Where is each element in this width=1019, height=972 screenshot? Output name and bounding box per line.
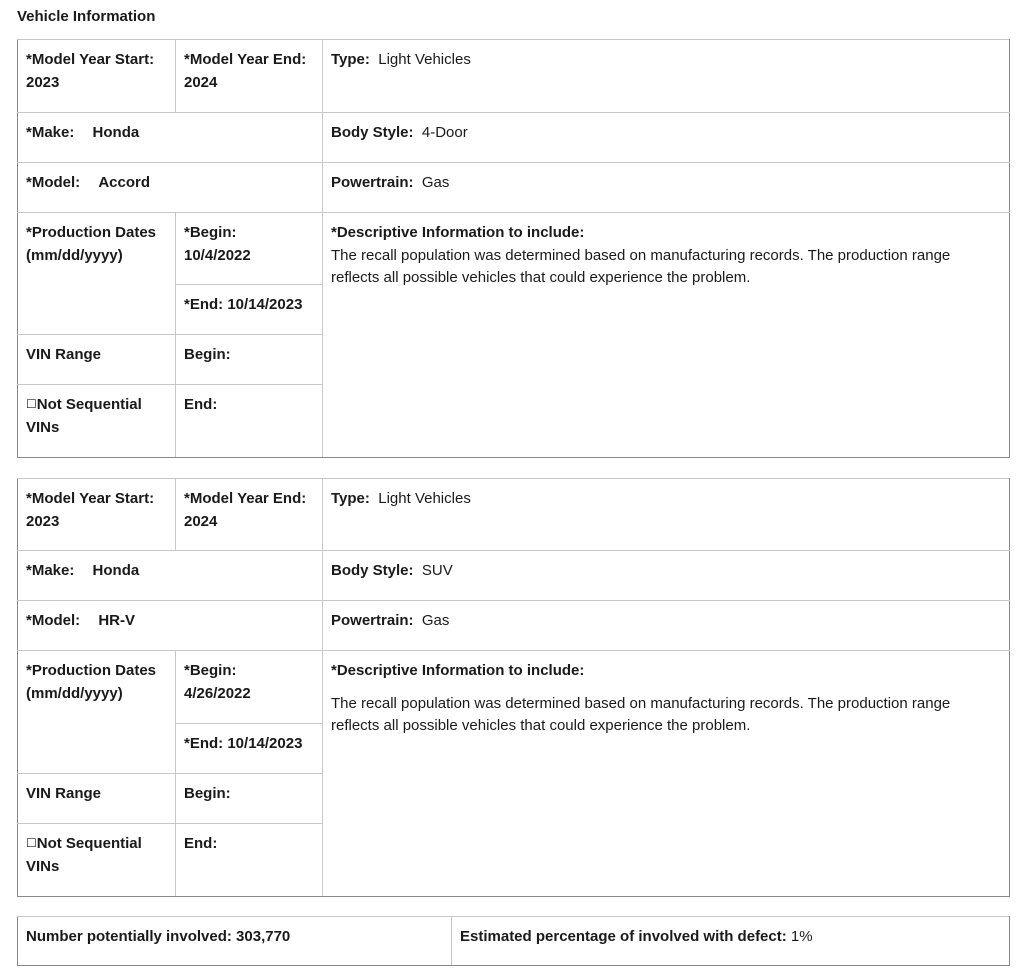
model-year-end-cell: [176, 479, 323, 551]
vin-begin-cell: [176, 335, 323, 385]
make-cell: [18, 113, 323, 163]
type-label: Type:: [331, 51, 370, 68]
type-cell: [323, 40, 1010, 113]
model-year-start-label: *Model Year Start:: [26, 490, 155, 507]
vin-end-cell: [176, 824, 323, 897]
body-style-label: Body Style:: [331, 562, 414, 579]
production-begin-value: 4/26/2022: [184, 684, 251, 702]
make-cell: [18, 551, 323, 601]
vin-end-label: End:: [184, 396, 218, 413]
production-begin-label: *Begin:: [184, 224, 237, 241]
model-value: HR-V: [98, 612, 136, 629]
powertrain-label: Powertrain:: [331, 174, 414, 191]
estimated-pct-value: 1%: [790, 928, 813, 945]
vin-range-label: VIN Range: [26, 785, 102, 802]
model-year-start-label: *Model Year Start:: [26, 51, 155, 68]
not-sequential-label: Not Sequential VINs: [26, 396, 142, 436]
vin-begin-cell: [176, 774, 323, 824]
model-label: *Model:: [26, 174, 81, 191]
model-year-end-value: 2024: [184, 73, 218, 91]
number-involved-cell: [18, 917, 452, 966]
make-label: *Make:: [26, 562, 75, 579]
descriptive-info-cell: [323, 213, 1010, 458]
production-dates-cell: [18, 651, 176, 774]
descriptive-info-cell: [323, 651, 1010, 897]
model-value: Accord: [98, 174, 151, 191]
make-value: Honda: [92, 124, 140, 141]
model-year-start-cell: [18, 40, 176, 113]
estimated-pct-label: Estimated percentage of involved with defect:: [460, 928, 787, 945]
checkbox-icon[interactable]: ☐: [26, 836, 37, 850]
vin-begin-label: Begin:: [184, 785, 231, 802]
vin-range-cell: [18, 774, 176, 824]
model-label: *Model:: [26, 612, 81, 629]
vin-end-label: End:: [184, 835, 218, 852]
powertrain-cell: [323, 163, 1010, 213]
make-value: Honda: [92, 562, 140, 579]
body-style-label: Body Style:: [331, 124, 414, 141]
powertrain-value: Gas: [421, 612, 450, 629]
body-style-cell: [323, 551, 1010, 601]
vehicle-table-1: [17, 39, 1010, 458]
body-style-cell: [323, 113, 1010, 163]
model-year-start-value: 2023: [26, 512, 60, 530]
production-end-label: *End:: [184, 296, 224, 313]
vehicle-table-2: [17, 478, 1010, 897]
model-year-end-cell: [176, 40, 323, 113]
vin-range-label: VIN Range: [26, 346, 102, 363]
production-dates-label: *Production Dates (mm/dd/yyyy): [26, 662, 157, 702]
production-begin-value: 10/4/2022: [184, 246, 251, 264]
powertrain-label: Powertrain:: [331, 612, 414, 629]
type-value: Light Vehicles: [378, 51, 471, 68]
descriptive-info-text: The recall population was determined based on manufacturing records. The production range reflects all possible vehicles that could experience the problem.: [331, 694, 951, 734]
number-involved-value: 303,770: [236, 928, 291, 945]
section-title: Vehicle Information: [17, 8, 156, 25]
descriptive-info-label: *Descriptive Information to include:: [331, 224, 585, 241]
not-sequential-label: Not Sequential VINs: [26, 835, 142, 875]
model-year-start-value: 2023: [26, 73, 60, 91]
not-sequential-cell: [18, 385, 176, 458]
number-involved-label: Number potentially involved:: [26, 928, 232, 945]
powertrain-cell: [323, 601, 1010, 651]
model-year-end-value: 2024: [184, 512, 218, 530]
production-begin-cell: [176, 651, 323, 724]
production-begin-cell: [176, 213, 323, 285]
model-cell: [18, 163, 323, 213]
model-year-end-label: *Model Year End:: [184, 51, 307, 68]
production-end-value: 10/14/2023: [227, 296, 303, 313]
body-style-value: 4-Door: [421, 124, 468, 141]
descriptive-info-label: *Descriptive Information to include:: [331, 662, 585, 679]
vin-range-cell: [18, 335, 176, 385]
production-end-label: *End:: [184, 735, 224, 752]
production-end-cell: [176, 724, 323, 774]
summary-table: [17, 916, 1010, 966]
vin-end-cell: [176, 385, 323, 458]
type-cell: [323, 479, 1010, 551]
type-value: Light Vehicles: [378, 490, 471, 507]
production-end-value: 10/14/2023: [227, 735, 303, 752]
production-dates-label: *Production Dates (mm/dd/yyyy): [26, 224, 157, 264]
vin-begin-label: Begin:: [184, 346, 231, 363]
production-begin-label: *Begin:: [184, 662, 237, 679]
descriptive-info-text: The recall population was determined based on manufacturing records. The production range reflects all possible vehicles that could experience the problem.: [331, 246, 951, 286]
make-label: *Make:: [26, 124, 75, 141]
checkbox-icon[interactable]: ☐: [26, 397, 37, 411]
model-year-start-cell: [18, 479, 176, 551]
production-end-cell: [176, 285, 323, 335]
production-dates-cell: [18, 213, 176, 335]
type-label: Type:: [331, 490, 370, 507]
not-sequential-cell: [18, 824, 176, 897]
model-year-end-label: *Model Year End:: [184, 490, 307, 507]
body-style-value: SUV: [421, 562, 453, 579]
powertrain-value: Gas: [421, 174, 450, 191]
model-cell: [18, 601, 323, 651]
estimated-pct-cell: [452, 917, 1010, 966]
